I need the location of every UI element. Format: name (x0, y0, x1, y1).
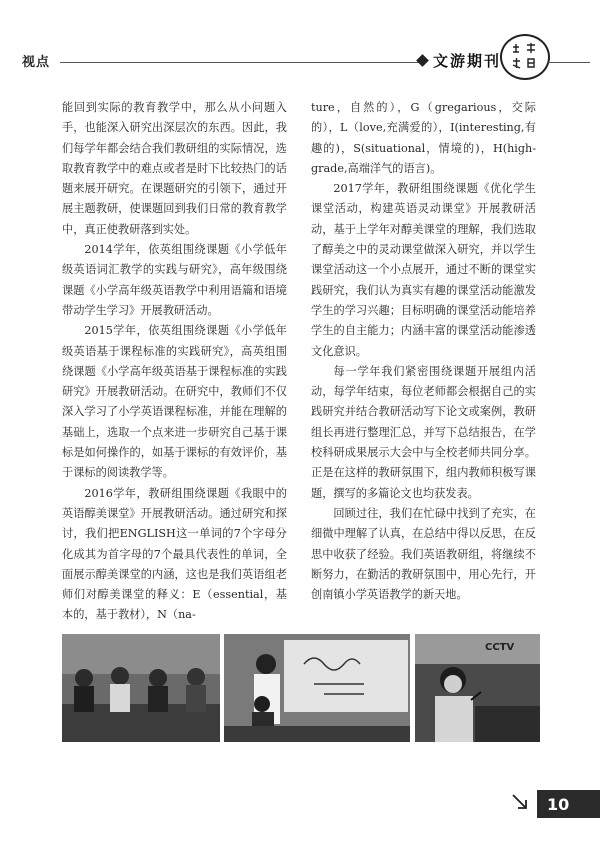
magazine-seal-logo (500, 34, 550, 80)
page-number: 10 (537, 790, 600, 818)
paragraph: 能回到实际的教育教学中，那么从小问题入手，也能深入研究出深层次的东西。因此，我们每学年都会结合我们教研组的实际情况，选取教育教学中的难点或者是时下比较热门的话题来展开研究。在课题研究的引领下，通过开展主题教研，使课题回到我们日常的教育教学中，真正使教研落到实处。 (62, 101, 287, 236)
paragraph: 2016学年，教研组围绕课题《我眼中的英语醇美课堂》开展教研活动。通过研究和探讨，我们把ENGLISH这一单词的7个字母分化成其为首字母的7个最具代表性的单词，全面展示醇美课堂的内涵，这也是我们英语组老师们对醇美课堂的释义：E（essential，基本的，基于教材），N（na- (62, 486, 287, 622)
right-text-column (311, 98, 536, 605)
left-text-column (62, 98, 287, 626)
corner-arrow-icon (510, 792, 530, 812)
speaker-at-lectern-photo (415, 634, 540, 742)
paragraph: 每一学年我们紧密围绕课题开展组内活动，每学年结束，每位老师都会根据自己的实践研究并结合教研活动写下论文或案例，教研组长再进行整理汇总，并写下总结报告，在学校科研成果展示大会中与全校老师共同分享。正是在这样的教研氛围下，组内教师积极写课题，撰写的多篇论文也均获发表。 (311, 364, 536, 500)
paragraph: 2015学年，依英组围绕课题《小学低年级英语基于课程标准的实践研究》，高英组围绕课题《小学高年级英语基于课程标准的实践研究》开展教研活动。在研究中，教师们不仅深入学习了小学英语课程标准，并能在理解的基础上，选取一个点来进一步研究自己基于课标是如何操作的，如基于课标的有效评价，基于课标的阅读教学等。 (62, 324, 287, 480)
paragraph: 2014学年，依英组围绕课题《小学低年级英语词汇教学的实践与研究》，高年级围绕课题《小学高年级英语教学中利用语篇和语境带动学生学习》开展教研活动。 (62, 243, 287, 317)
magazine-title-group (418, 50, 501, 71)
section-label: 视点 (22, 55, 51, 70)
magazine-title: 文游期刊 (433, 52, 502, 70)
paragraph: 2017学年，教研组围绕课题《优化学生课堂活动，构建英语灵动课堂》开展教研活动，基于上学年对醇美课堂的理解，我们选取了醇美之中的灵动课堂做深入研究，并以学生课堂活动这一个小点展开，通过不断的课堂实践研究，我们认为真实有趣的课堂活动能激发学生的学习兴趣；目标明确的课堂活动能培养学生的自主能力；内涵丰富的课堂活动能渗透文化意识。 (311, 182, 536, 358)
paragraph: ture，自然的），G（gregarious，交际的），L（love,充满爱的），I(interesting,有趣的)，S(situational，情境的)，H(high-grade,高端洋气的语言)。 (311, 101, 536, 175)
photo-image (415, 634, 540, 742)
classroom-lesson-photo (224, 634, 410, 742)
seal-logo-icon (505, 39, 545, 75)
header-rule-right (548, 62, 590, 63)
diamond-icon (416, 54, 429, 67)
header-rule (60, 62, 420, 63)
teachers-seated-photo (62, 634, 220, 742)
photo-image (62, 634, 220, 742)
cctv-banner-text: CCTV (485, 642, 515, 653)
paragraph: 回顾过往，我们在忙碌中找到了充实，在细微中理解了认真，在总结中得以反思，在反思中收获了经验。我们英语教研组，将继续不断努力，在勤活的教研氛围中，用心先行，开创南镇小学英语教学的新天地。 (311, 506, 536, 602)
photo-image (224, 634, 410, 742)
